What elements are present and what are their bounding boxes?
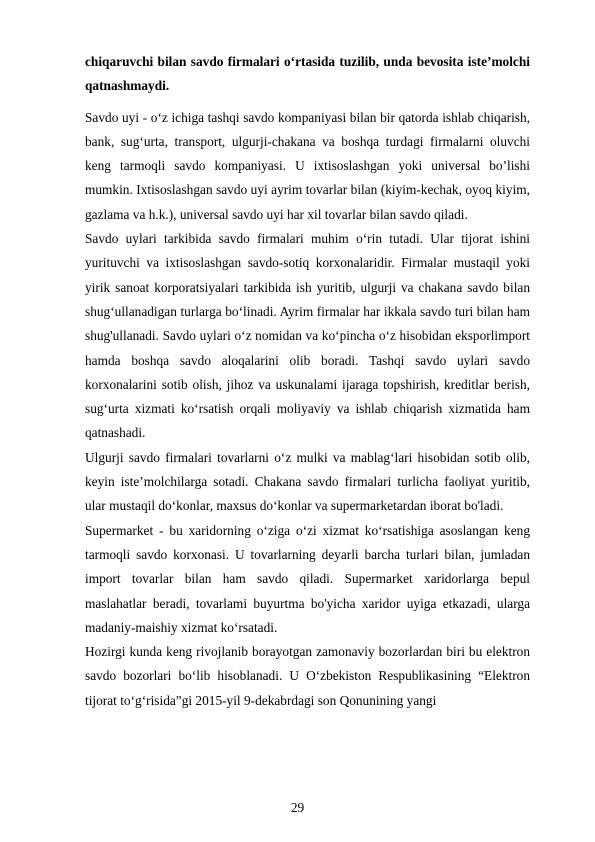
- paragraph-savdo-firmalari: Savdo uylari tarkibida savdo firmalari muhim o‘rin tutadi. Ular tijorat ishini yurituvchi va ixtisoslashgan savdo-sotiq korxonalaridir. Firmalar mustaqil yoki yirik sanoat korporatsiyalari tarkibida ish yuritib, ulgurji va chakana savdo bilan shug‘ullanadigan turlarga bo‘linadi. Ayrim firmalar har ikkala savdo turi bilan ham shug'ullanadi. Savdo uylari o‘z nomidan va ko‘pincha o‘z hisobidan eksporlimport hamda boshqa savdo aloqalarini olib boradi. Tashqi savdo uylari savdo korxonalarini sotib olish, jihoz va uskunalami ijaraga topshirish, kreditlar berish, sug‘urta xizmati ko‘rsatish orqali moliyaviy va ishlab chiqarish xizmatida ham qatnashadi.: [85, 231, 530, 441]
- paragraph-ulgurji-savdo: Ulgurji savdo firmalari tovarlarni o‘z mulki va mablag‘lari hisobidan sotib olib, keyin iste’molchilarga sotadi. Chakana savdo firmalari turlicha faoliyat yuritib, ular mustaqil do‘konlar, maxsus do‘konlar va supermarketardan iborat bo'ladi.: [85, 449, 530, 514]
- page-body: [85, 50, 530, 713]
- paragraph-intro-bold: chiqaruvchi bilan savdo firmalari o‘rtasida tuzilib, unda bevosita iste’molchi qatnashmaydi.: [85, 54, 530, 94]
- paragraph-elektron-savdo: Hozirgi kunda keng rivojlanib borayotgan zamonaviy bozorlardan biri bu elektron savdo bozorlari bo‘lib hisoblanadi. U O‘zbekiston Respublikasining “Elektron tijorat to‘g‘risida”gi 2015-yil 9-dekabrdagi son Qonunining yangi: [85, 644, 530, 708]
- page-number: 29: [290, 800, 305, 815]
- paragraph-supermarket: Supermarket - bu xaridorning o‘ziga o‘zi xizmat ko‘rsatishiga asoslangan keng tarmoqli savdo korxonasi. U tovarlarning deyarli barcha turlari bilan, jumladan import tovarlar bilan ham savdo qiladi. Supermarket xaridorlarga bepul maslahatlar beradi, tovarlami buyurtma bo'yicha xaridor uyiga etkazadi, ularga madaniy-maishiy xizmat ko‘rsatadi.: [85, 522, 530, 635]
- paragraph-savdo-uyi: Savdo uyi - o‘z ichiga tashqi savdo kompaniyasi bilan bir qatorda ishlab chiqarish, bank, sug‘urta, transport, ulgurji-chakana va boshqa turdagi firmalarni oluvchi keng tarmoqli savdo kompaniyasi. U ixtisoslashgan yoki universal bo’lishi mumkin. Ixtisoslashgan savdo uyi ayrim tovarlar bilan (kiyim-kechak, oyoq kiyim, gazlama va h.k.), universal savdo uyi har xil tovarlar bilan savdo qiladi.: [85, 109, 530, 222]
